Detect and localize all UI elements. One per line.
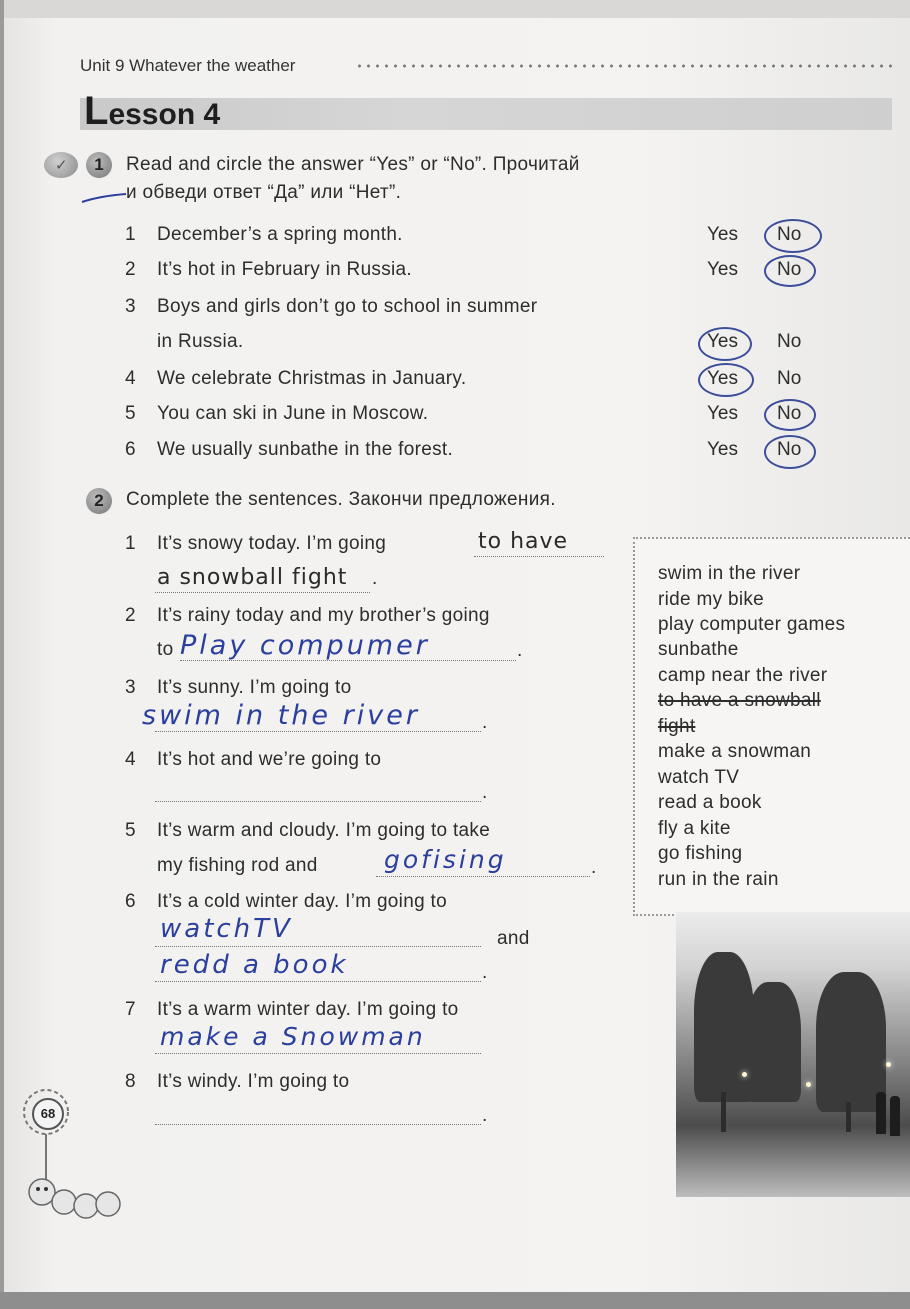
ex1-item-6-text: We usually sunbathe in the forest. xyxy=(157,439,454,460)
unit-title: Unit 9 Whatever the weather xyxy=(80,56,296,75)
ex2-item-8-number: 8 xyxy=(125,1071,136,1092)
ex1-item-3-number: 3 xyxy=(125,296,136,317)
street-lamp xyxy=(806,1082,811,1087)
ex1-item-1-no: No xyxy=(777,224,802,245)
ex1-item-2-yes: Yes xyxy=(707,259,738,280)
word-box-item-struck: fight xyxy=(658,716,696,737)
bottom-edge xyxy=(0,1292,910,1309)
ex2-item-4-text: It’s hot and we’re going to xyxy=(157,749,382,770)
exercise-1-instruction-ru: и обведи ответ “Да” или “Нет”. xyxy=(126,182,402,203)
ex2-item-2-number: 2 xyxy=(125,605,136,626)
period: . xyxy=(517,640,523,661)
ex1-item-1-yes: Yes xyxy=(707,224,738,245)
ex1-item-6-no: No xyxy=(777,439,802,460)
ex1-item-1-number: 1 xyxy=(125,224,136,245)
handwritten-mark xyxy=(80,190,130,206)
ex2-item-4-blank[interactable] xyxy=(155,801,481,802)
ex1-item-4-no: No xyxy=(777,368,802,389)
ex1-item-5-yes: Yes xyxy=(707,403,738,424)
ex2-item-3-text: It’s sunny. I’m going to xyxy=(157,677,352,698)
ex1-item-6-answer-circle xyxy=(764,435,816,469)
ex1-item-3-text: Boys and girls don’t go to school in summer xyxy=(157,296,538,317)
word-box-item: play computer games xyxy=(658,614,846,635)
ex2-item-7-number: 7 xyxy=(125,999,136,1020)
ex2-item-5-text: It’s warm and cloudy. I’m going to take xyxy=(157,820,491,841)
street-lamp xyxy=(886,1062,891,1067)
lesson-initial: L xyxy=(84,89,109,133)
ex2-item-5-number: 5 xyxy=(125,820,136,841)
page-number: 68 xyxy=(32,1098,64,1130)
period: . xyxy=(591,857,597,878)
ex2-item-6-blank-1[interactable] xyxy=(155,946,481,947)
ex2-item-6-and: and xyxy=(497,928,530,949)
word-box-item: ride my bike xyxy=(658,589,765,610)
ex2-item-6-blank-2[interactable] xyxy=(155,981,481,982)
check-icon: ✓ xyxy=(55,157,68,174)
header-dotted-rule xyxy=(355,64,895,68)
winter-night-photo xyxy=(676,912,910,1197)
word-box-item-struck: to have a snowball xyxy=(658,690,821,711)
word-box-item: go fishing xyxy=(658,843,743,864)
ex1-item-1-answer-circle xyxy=(764,219,822,253)
tree-trunk xyxy=(846,1102,851,1132)
period: . xyxy=(482,782,488,803)
ex1-item-3-answer-circle xyxy=(698,327,752,361)
ex1-item-4-number: 4 xyxy=(125,368,136,389)
ex2-item-6-answer-1: watchTV xyxy=(160,914,293,944)
exercise-1-number: 1 xyxy=(86,152,112,178)
ex2-item-2-text: It’s rainy today and my brother’s going xyxy=(157,605,490,626)
ex1-item-4-text: We celebrate Christmas in January. xyxy=(157,368,467,389)
ex1-item-5-answer-circle xyxy=(764,399,816,431)
lesson-title xyxy=(84,89,221,133)
ex2-item-8-text: It’s windy. I’m going to xyxy=(157,1071,350,1092)
ex1-item-4-yes: Yes xyxy=(707,368,738,389)
ex2-item-7-answer: make a Snowman xyxy=(160,1022,426,1051)
exercise-2-number: 2 xyxy=(86,488,112,514)
ex2-item-4-number: 4 xyxy=(125,749,136,770)
word-box-item: sunbathe xyxy=(658,639,739,660)
ex1-item-3-yes: Yes xyxy=(707,331,738,352)
ex2-item-6-text: It’s a cold winter day. I’m going to xyxy=(157,891,447,912)
tree-trunk xyxy=(721,1092,726,1132)
ex2-item-5-prefix: my fishing rod and xyxy=(157,855,318,876)
ex1-item-4-answer-circle xyxy=(698,363,754,397)
word-box-item: make a snowman xyxy=(658,741,812,762)
lesson-title-text: esson 4 xyxy=(108,98,221,131)
ex2-item-1-example-part1: to have xyxy=(478,529,569,554)
word-box-item: watch TV xyxy=(658,767,740,788)
ex1-item-2-text: It’s hot in February in Russia. xyxy=(157,259,413,280)
ex2-item-5-answer: gofising xyxy=(384,845,507,874)
ex1-item-2-number: 2 xyxy=(125,259,136,280)
ex2-item-2-blank[interactable] xyxy=(180,660,516,661)
ex2-item-6-number: 6 xyxy=(125,891,136,912)
ex2-item-3-number: 3 xyxy=(125,677,136,698)
person-silhouette xyxy=(890,1096,900,1136)
ex2-item-2-answer: Play compumer xyxy=(180,630,430,661)
word-box-item: run in the rain xyxy=(658,869,779,890)
ex2-item-3-answer: swim in the river xyxy=(142,700,420,731)
ex1-item-3-no: No xyxy=(777,331,802,352)
word-box-item: camp near the river xyxy=(658,665,828,686)
ex1-item-5-number: 5 xyxy=(125,403,136,424)
ex2-item-1-example-part2: a snowball fight xyxy=(157,565,348,590)
ex2-item-1-number: 1 xyxy=(125,533,136,554)
binding-edge xyxy=(0,0,4,1309)
ex1-item-6-number: 6 xyxy=(125,439,136,460)
period: . xyxy=(482,712,488,733)
street-lamp xyxy=(742,1072,747,1077)
ex1-item-3-text-cont: in Russia. xyxy=(157,331,244,352)
ex2-item-1-blank-2[interactable] xyxy=(155,592,370,593)
period: . xyxy=(482,1105,488,1126)
ex2-item-7-text: It’s a warm winter day. I’m going to xyxy=(157,999,459,1020)
word-box-item: read a book xyxy=(658,792,762,813)
period: . xyxy=(372,568,378,589)
period: . xyxy=(482,962,488,983)
word-box-item: fly a kite xyxy=(658,818,731,839)
ex1-item-1-text: December’s a spring month. xyxy=(157,224,403,245)
ex2-item-3-blank[interactable] xyxy=(155,731,481,732)
word-box-item: swim in the river xyxy=(658,563,801,584)
ex2-item-1-blank-1[interactable] xyxy=(474,556,604,557)
ex1-item-2-answer-circle xyxy=(764,255,816,287)
ex1-item-5-text: You can ski in June in Moscow. xyxy=(157,403,429,424)
ex2-item-6-answer-2: redd a book xyxy=(160,950,349,980)
ex2-item-1-text: It’s snowy today. I’m going xyxy=(157,533,387,554)
tree xyxy=(694,952,754,1102)
exercise-1-instruction-en: Read and circle the answer “Yes” or “No”. Прочитай xyxy=(126,154,580,175)
exercise-2-instruction: Complete the sentences. Закончи предложения. xyxy=(126,489,556,510)
ex1-item-2-no: No xyxy=(777,259,802,280)
ex2-item-5-blank[interactable] xyxy=(376,876,590,877)
ex2-item-2-prefix: to xyxy=(157,639,174,660)
ex1-item-6-yes: Yes xyxy=(707,439,738,460)
ex2-item-8-blank[interactable] xyxy=(155,1124,481,1125)
ex2-item-7-blank[interactable] xyxy=(155,1053,481,1054)
ex1-item-5-no: No xyxy=(777,403,802,424)
person-silhouette xyxy=(876,1092,886,1134)
tree xyxy=(816,972,886,1112)
top-edge xyxy=(0,0,910,18)
tree xyxy=(746,982,801,1102)
